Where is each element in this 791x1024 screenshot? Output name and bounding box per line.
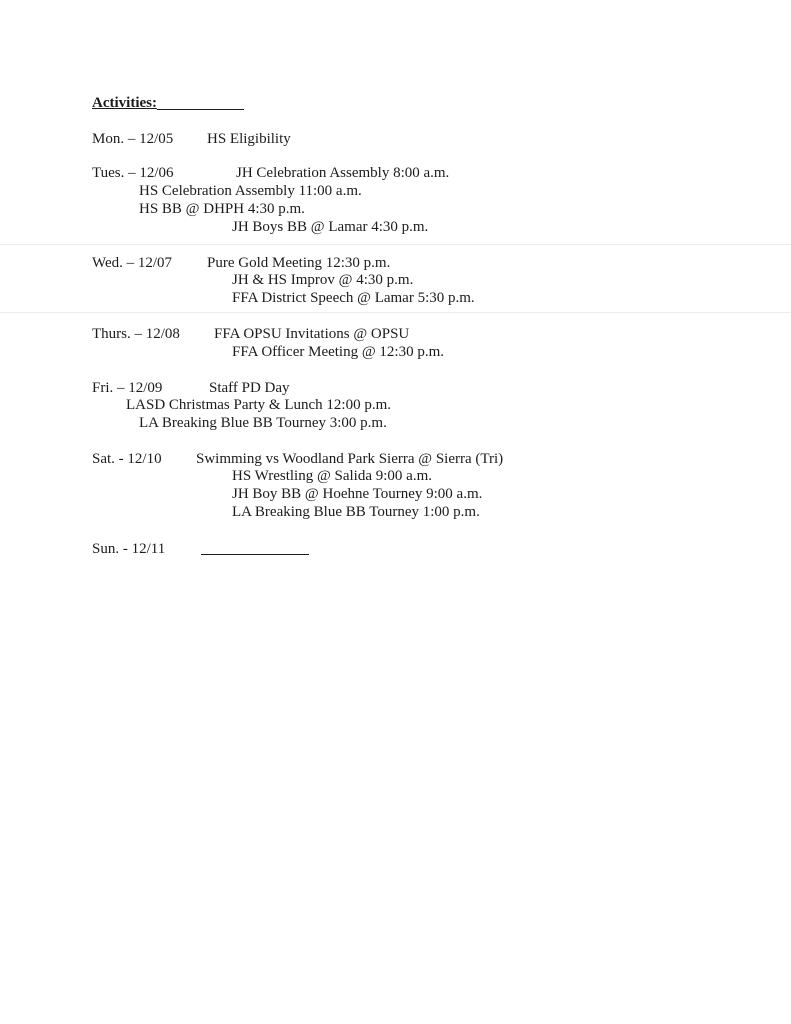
event-line: HS Celebration Assembly 11:00 a.m. (139, 183, 362, 199)
event-line: Swimming vs Woodland Park Sierra @ Sierra (Tri) (196, 451, 504, 467)
activities-heading: Activities: (92, 95, 157, 111)
day-date: Wed. – 12/07 (92, 255, 173, 271)
event-line: JH Boys BB @ Lamar 4:30 p.m. (232, 219, 429, 235)
event-line: LA Breaking Blue BB Tourney 3:00 p.m. (139, 415, 387, 431)
day-date: Fri. – 12/09 (92, 380, 163, 396)
event-line: Staff PD Day (209, 380, 290, 396)
day-date: Sat. - 12/10 (92, 451, 162, 467)
event-line: HS Eligibility (207, 131, 291, 147)
event-line: JH Boy BB @ Hoehne Tourney 9:00 a.m. (232, 486, 483, 502)
blank-entry-line (201, 554, 309, 555)
day-date: Mon. – 12/05 (92, 131, 174, 147)
event-line: HS Wrestling @ Salida 9:00 a.m. (232, 468, 433, 484)
event-line: Pure Gold Meeting 12:30 p.m. (207, 255, 391, 271)
scan-artifact-line (0, 312, 791, 313)
event-line: FFA Officer Meeting @ 12:30 p.m. (232, 344, 444, 360)
scan-artifact-line (0, 244, 791, 245)
day-date: Tues. – 12/06 (92, 165, 174, 181)
event-line: LASD Christmas Party & Lunch 12:00 p.m. (126, 397, 391, 413)
day-date: Thurs. – 12/08 (92, 326, 180, 342)
event-line: FFA District Speech @ Lamar 5:30 p.m. (232, 290, 475, 306)
event-line: JH & HS Improv @ 4:30 p.m. (232, 272, 414, 288)
heading-underline (157, 109, 244, 110)
event-line: FFA OPSU Invitations @ OPSU (214, 326, 410, 342)
event-line: HS BB @ DHPH 4:30 p.m. (139, 201, 305, 217)
event-line: LA Breaking Blue BB Tourney 1:00 p.m. (232, 504, 480, 520)
event-line: JH Celebration Assembly 8:00 a.m. (236, 165, 450, 181)
day-date: Sun. - 12/11 (92, 541, 166, 557)
